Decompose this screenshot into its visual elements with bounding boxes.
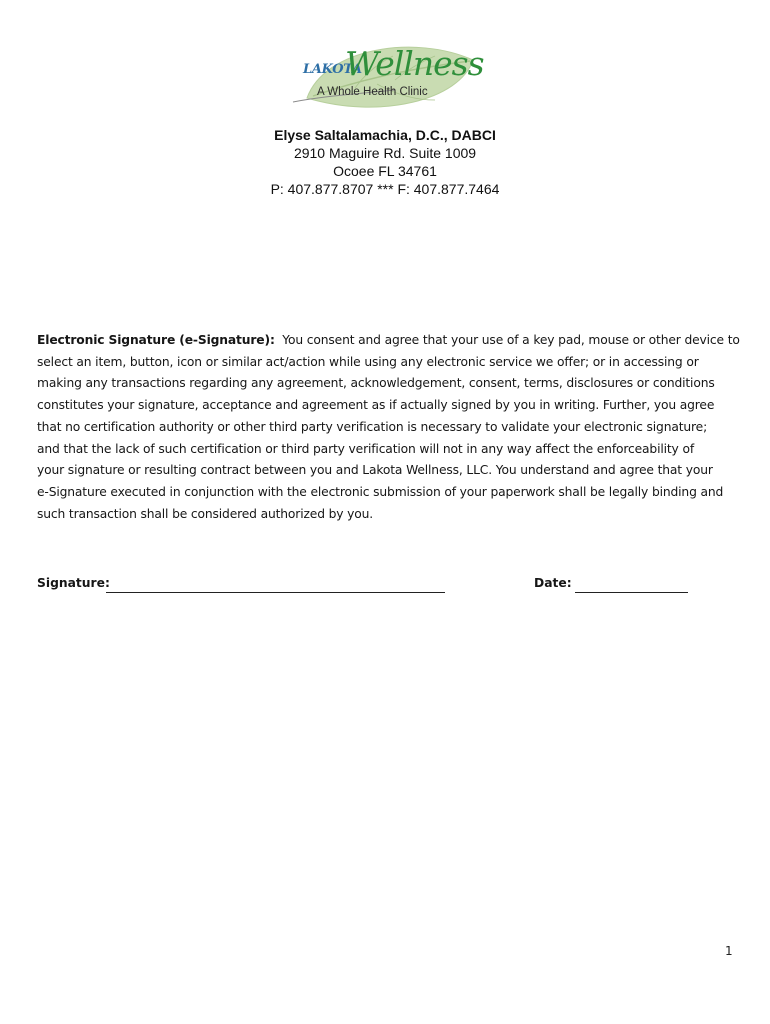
consent-line: such transaction shall be considered authorized by you. — [37, 506, 374, 521]
date-field[interactable] — [575, 592, 688, 593]
address-line-1: 2910 Maguire Rd. Suite 1009 — [293, 145, 477, 161]
consent-line: making any transactions regarding any agreement, acknowledgement, consent, terms, disclosures or conditions — [37, 376, 715, 391]
logo-tagline: A Whole Health Clinic — [317, 86, 428, 98]
date-label: Date: — [534, 576, 572, 590]
consent-line-text: You consent and agree that your use of a key pad, mouse or other device to — [282, 333, 740, 347]
consent-label: Electronic Signature (e-Signature): — [37, 333, 275, 347]
consent-line: and that the lack of such certification or third party verification will not in any way affect the enforceability of — [37, 441, 694, 456]
clinic-logo — [285, 38, 484, 128]
consent-line — [37, 330, 739, 352]
clinic-header — [0, 126, 770, 198]
page-number: 1 — [725, 944, 733, 958]
consent-line: select an item, button, icon or similar act/action while using any electronic service we offer; or in accessing or — [37, 354, 699, 369]
phone-fax: P: 407.877.8707 *** F: 407.877.7464 — [270, 181, 500, 197]
address-line-2: Ocoee FL 34761 — [333, 163, 437, 179]
signature-field[interactable] — [106, 592, 445, 593]
logo-brand-prefix: LAKOTA — [303, 62, 362, 77]
consent-line: your signature or resulting contract between you and Lakota Wellness, LLC. You understand and agree that your — [37, 463, 713, 478]
signature-label: Signature: — [37, 576, 110, 590]
consent-line: e-Signature executed in conjunction with the electronic submission of your paperwork shall be legally binding and — [37, 484, 724, 499]
e-signature-consent — [37, 330, 739, 525]
consent-line: that no certification authority or other third party verification is necessary to validate your electronic signature; — [37, 419, 708, 434]
logo-brand-name: Wellness — [345, 44, 484, 83]
doctor-name: Elyse Saltalamachia, D.C., DABCI — [274, 127, 496, 143]
consent-line: constitutes your signature, acceptance and agreement as if actually signed by you in writing. Further, you agree — [37, 398, 715, 413]
